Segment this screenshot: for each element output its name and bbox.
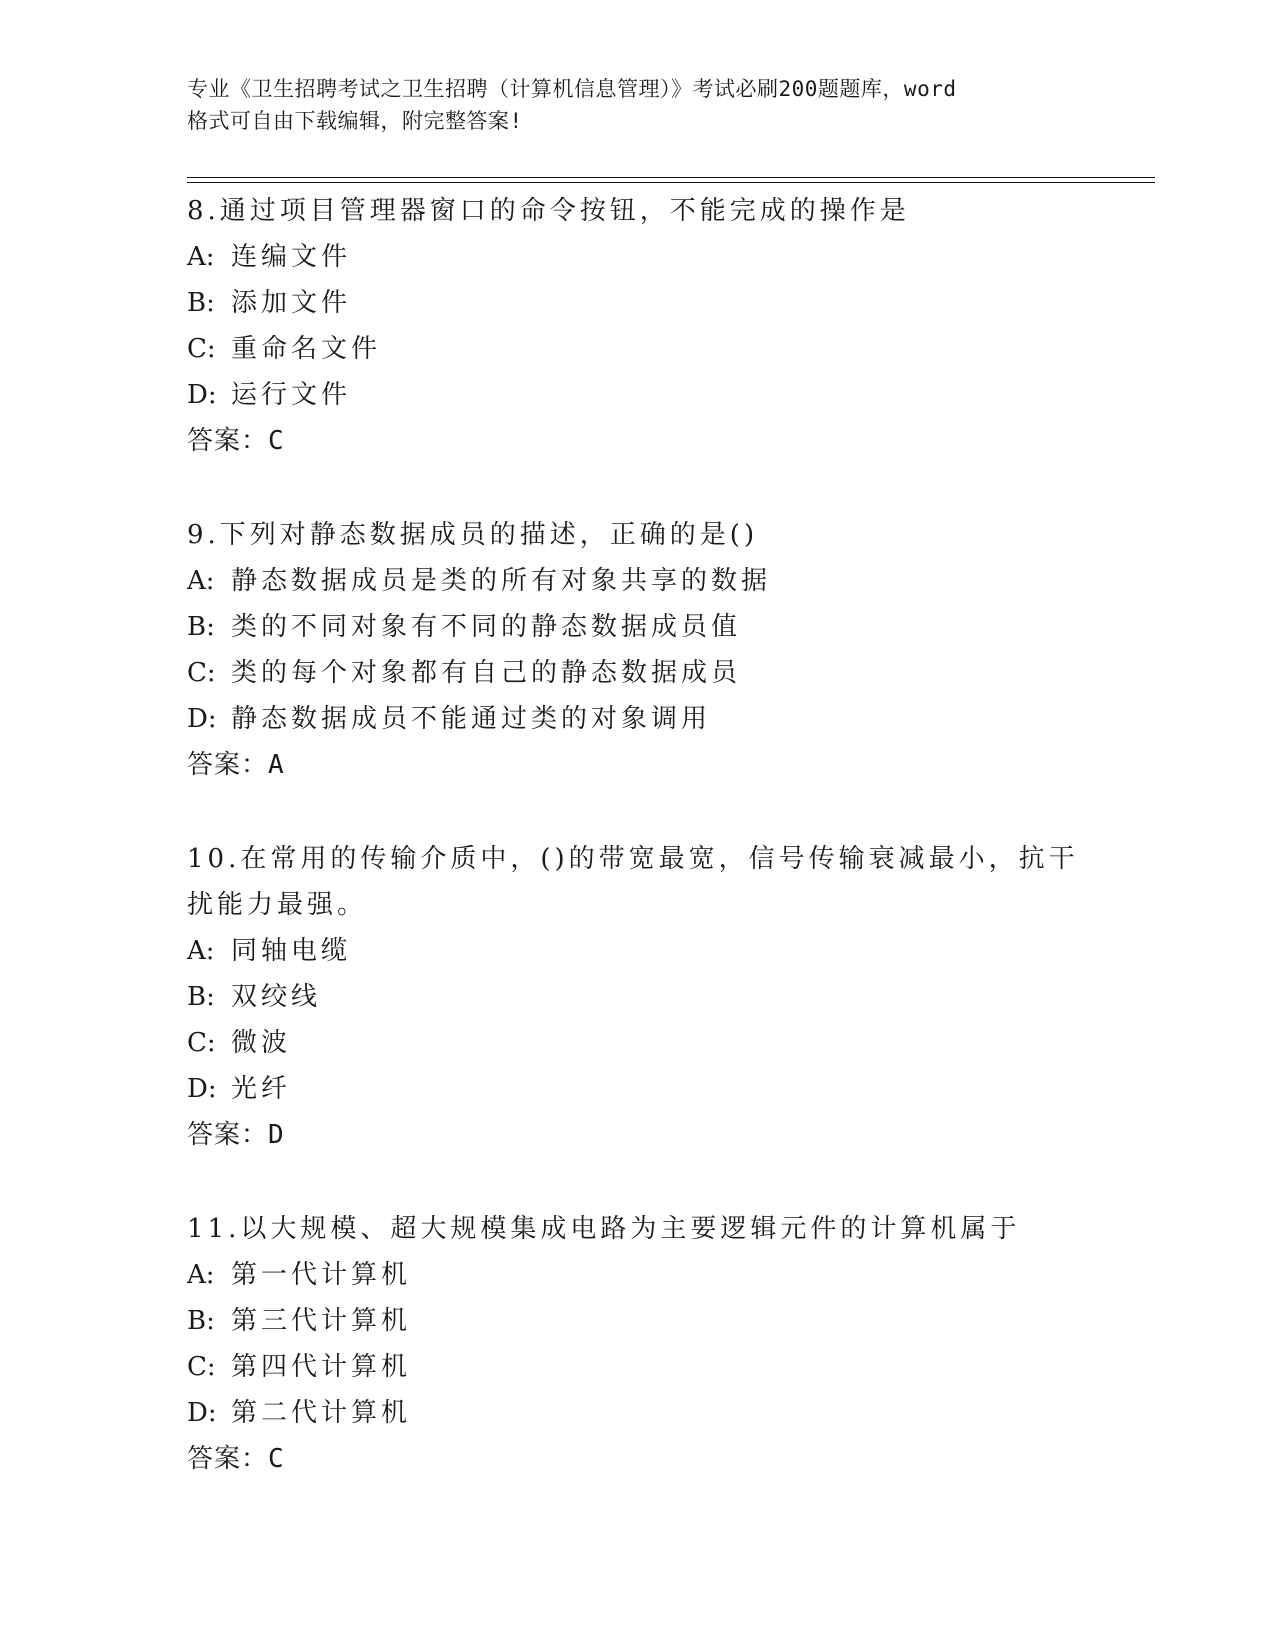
option-letter: B: [187,1306,215,1336]
option-letter: D: [187,380,217,410]
option-text: 重命名文件 [231,334,382,364]
option-letter: C: [187,658,216,688]
option-c [187,326,1087,372]
question-8 [187,188,1087,464]
option-text: 类的每个对象都有自己的静态数据成员 [231,658,742,688]
document-header [187,73,1087,137]
option-text: 同轴电缆 [231,936,352,966]
header-line-1: 专业《卫生招聘考试之卫生招聘（计算机信息管理）》考试必刷200题题库，word [187,77,957,101]
option-d [187,372,1087,418]
option-letter: C: [187,1028,216,1058]
option-a [187,928,1087,974]
option-c [187,1020,1087,1066]
question-stem: 10.在常用的传输介质中，()的带宽最宽，信号传输衰减最小，抗干扰能力最强。 [187,844,1079,920]
header-divider-top [187,177,1155,178]
option-b [187,1298,1087,1344]
answer-line: 答案：C [187,426,285,456]
option-letter: B: [187,612,215,642]
option-letter: A: [187,242,215,272]
option-b [187,974,1087,1020]
option-a [187,234,1087,280]
option-text: 连编文件 [231,242,352,272]
option-letter: A: [187,566,215,596]
option-text: 运行文件 [231,380,352,410]
option-letter: D: [187,1074,217,1104]
option-text: 第三代计算机 [231,1306,412,1336]
header-divider-bottom [187,182,1155,183]
option-d [187,1390,1087,1436]
answer-line: 答案：A [187,750,285,780]
answer-line: 答案：C [187,1444,285,1474]
option-text: 第四代计算机 [231,1352,412,1382]
option-text: 第二代计算机 [231,1398,412,1428]
option-letter: C: [187,1352,216,1382]
question-stem: 8.通过项目管理器窗口的命令按钮，不能完成的操作是 [187,196,910,226]
question-stem: 11.以大规模、超大规模集成电路为主要逻辑元件的计算机属于 [187,1214,1021,1244]
question-list [187,188,1087,1530]
answer-line: 答案：D [187,1120,285,1150]
option-text: 微波 [231,1028,292,1058]
option-letter: B: [187,982,215,1012]
option-text: 添加文件 [231,288,352,318]
option-a [187,1252,1087,1298]
option-c [187,1344,1087,1390]
option-letter: A: [187,1260,215,1290]
option-letter: B: [187,288,215,318]
question-10 [187,836,1087,1158]
option-text: 第一代计算机 [231,1260,412,1290]
question-9 [187,512,1087,788]
option-text: 静态数据成员是类的所有对象共享的数据 [231,566,772,596]
header-line-2: 格式可自由下载编辑，附完整答案! [187,109,523,133]
option-letter: C: [187,334,216,364]
option-a [187,558,1087,604]
option-text: 静态数据成员不能通过类的对象调用 [231,704,712,734]
option-b [187,604,1087,650]
option-letter: D: [187,1398,217,1428]
option-d [187,1066,1087,1112]
option-b [187,280,1087,326]
option-text: 双绞线 [231,982,322,1012]
option-letter: D: [187,704,217,734]
option-letter: A: [187,936,215,966]
option-text: 光纤 [231,1074,292,1104]
question-stem: 9.下列对静态数据成员的描述，正确的是() [187,520,759,550]
question-11 [187,1206,1087,1482]
option-d [187,696,1087,742]
option-text: 类的不同对象有不同的静态数据成员值 [231,612,742,642]
option-c [187,650,1087,696]
